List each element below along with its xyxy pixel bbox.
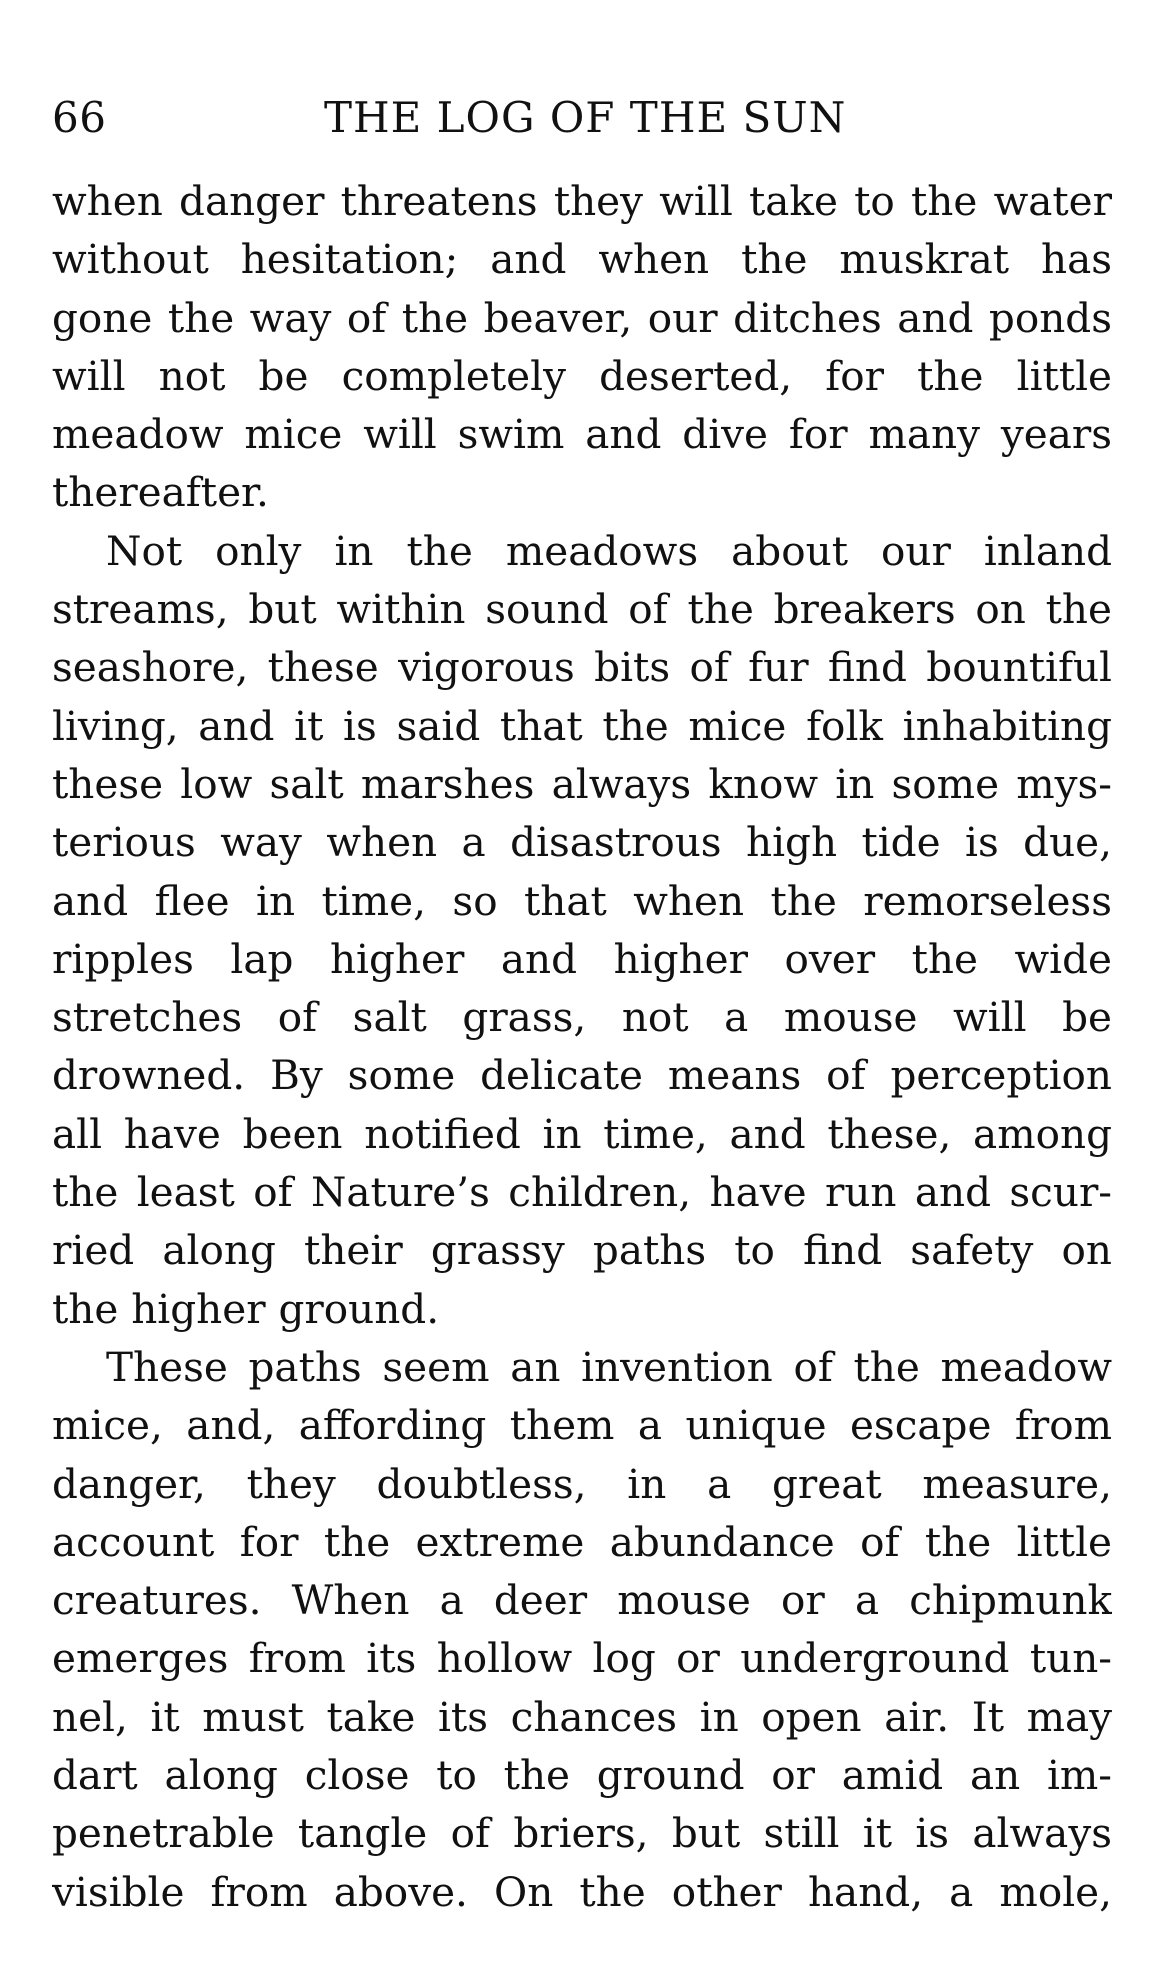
text-line: when danger threatens they will take to the water	[52, 177, 1112, 225]
text-line: streams, but within sound of the breakers on the	[52, 585, 1112, 634]
paragraph-3	[52, 1338, 1112, 1921]
text-line: all have been notified in time, and these, among	[52, 1109, 1112, 1158]
running-head	[52, 88, 1112, 148]
text-line: gone the way of the beaver, our ditches and ponds	[52, 293, 1112, 342]
text-line: nel, it must take its chances in open air. It may	[52, 1692, 1112, 1741]
text-line: stretches of salt grass, not a mouse will be	[52, 993, 1112, 1042]
text-line: the higher ground.	[52, 1284, 440, 1333]
page-number: 66	[52, 93, 107, 142]
text-line: visible from above. On the other hand, a mole,	[52, 1867, 1112, 1916]
text-line: will not be completely deserted, for the little	[52, 351, 1112, 400]
text-line: meadow mice will swim and dive for many years	[52, 410, 1112, 459]
text-line: creatures. When a deer mouse or a chipmunk	[52, 1576, 1112, 1625]
text-line: danger, they doubtless, in a great measure,	[52, 1459, 1112, 1508]
text-line: These paths seem an invention of the meadow	[106, 1342, 1112, 1391]
text-line: account for the extreme abundance of the little	[52, 1517, 1112, 1566]
text-line: these low salt marshes always know in some mys-	[52, 759, 1112, 808]
text-line: emerges from its hollow log or underground tun-	[52, 1634, 1112, 1683]
text-line: terious way when a disastrous high tide is due,	[52, 818, 1112, 867]
text-line: drowned. By some delicate means of perception	[52, 1051, 1112, 1100]
paragraph-2	[52, 522, 1112, 1338]
book-title: THE LOG OF THE SUN	[324, 93, 847, 142]
text-line: living, and it is said that the mice folk inhabiting	[52, 701, 1112, 750]
text-line: ripples lap higher and higher over the wide	[52, 934, 1112, 983]
text-line: dart along close to the ground or amid an im-	[52, 1751, 1112, 1800]
text-line: mice, and, affording them a unique escape from	[52, 1401, 1112, 1450]
text-line: thereafter.	[52, 468, 269, 517]
text-line: the least of Nature’s children, have run and scur-	[52, 1168, 1112, 1217]
text-line: and flee in time, so that when the remorseless	[52, 876, 1112, 925]
text-line: penetrable tangle of briers, but still it is always	[52, 1809, 1112, 1858]
text-line: ried along their grassy paths to find safety on	[52, 1226, 1112, 1275]
text-line: seashore, these vigorous bits of fur find bountiful	[52, 643, 1112, 692]
text-line: Not only in the meadows about our inland	[106, 526, 1112, 575]
text-line: without hesitation; and when the muskrat has	[52, 235, 1112, 284]
body-text	[52, 172, 1112, 1921]
paragraph-1	[52, 172, 1112, 522]
